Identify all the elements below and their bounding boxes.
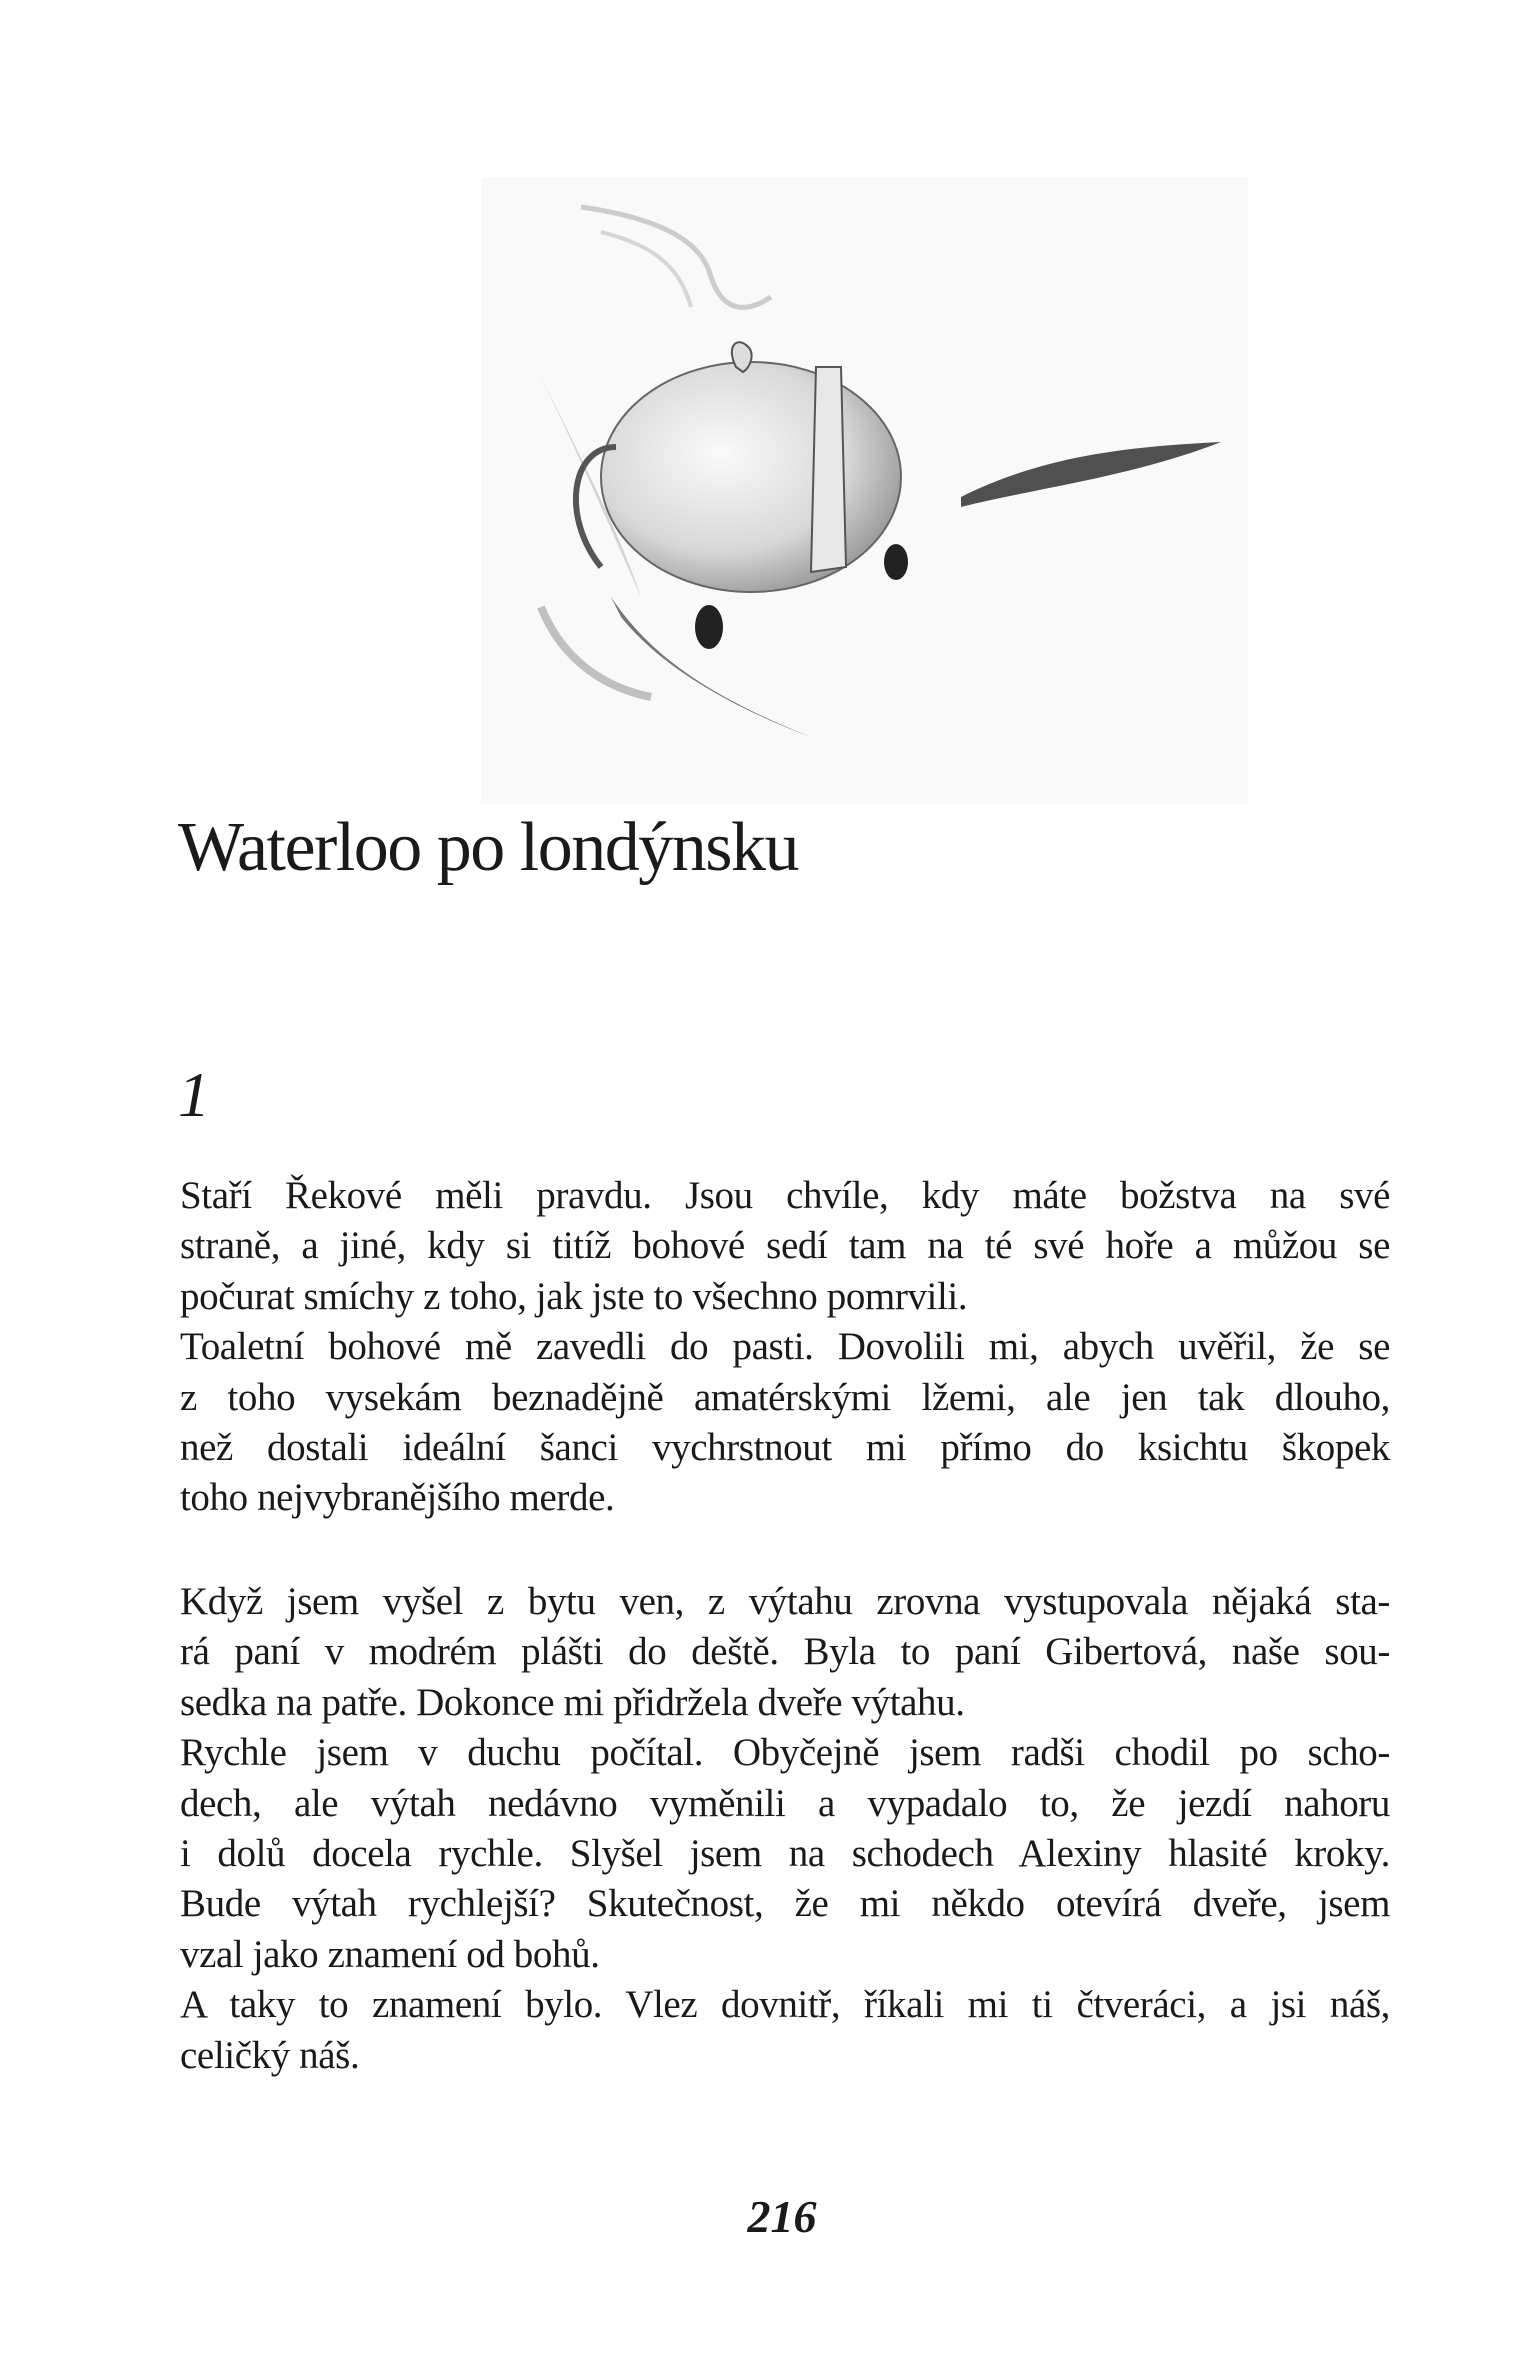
text-line: Rychle jsem v duchu počítal. Obyčejně jsem radši chodil po scho- <box>180 1731 1390 1775</box>
text-line: A taky to znamení bylo. Vlez dovnitř, říkali mi ti čtveráci, a jsi náš, <box>180 1983 1390 2027</box>
text-line: straně, a jiné, kdy si titíž bohové sedí tam na té své hoře a můžou se <box>180 1224 1390 1268</box>
teapot-illustration <box>481 177 1248 804</box>
text-line: sedka na patře. Dokonce mi přidržela dveře výtahu. <box>180 1680 965 1724</box>
text-line: rá paní v modrém plášti do deště. Byla to paní Gibertová, naše sou- <box>180 1630 1390 1674</box>
text-line: toho nejvybranějšího merde. <box>180 1476 615 1520</box>
text-line: počurat smíchy z toho, jak jste to všechno pomrvili. <box>180 1274 968 1318</box>
chapter-title: Waterloo po londýnsku <box>178 809 798 886</box>
text-line: dech, ale výtah nedávno vyměnili a vypadalo to, že jezdí nahoru <box>180 1781 1390 1825</box>
page-number: 216 <box>747 2191 817 2242</box>
teapot-on-wheels-drawing <box>481 177 1248 804</box>
paragraph-2 <box>180 1577 1390 2081</box>
text-line: Když jsem vyšel z bytu ven, z výtahu zrovna vystupovala nějaká sta- <box>180 1580 1390 1623</box>
text-line: vzal jako znamení od bohů. <box>180 1932 600 1976</box>
text-line: i dolů docela rychle. Slyšel jsem na schodech Alexiny hlasité kroky. <box>180 1832 1390 1876</box>
text-line: Bude výtah rychlejší? Skutečnost, že mi někdo otevírá dveře, jsem <box>180 1882 1390 1926</box>
section-number: 1 <box>178 1059 210 1130</box>
text-line: Toaletní bohové mě zavedli do pasti. Dovolili mi, abych uvěřil, že se <box>180 1325 1390 1369</box>
text-line: celičký náš. <box>180 2033 360 2077</box>
text-line: než dostali ideální šanci vychrstnout mi přímo do ksichtu škopek <box>180 1426 1390 1470</box>
text-line: Staří Řekové měli pravdu. Jsou chvíle, kdy máte božstva na své <box>180 1174 1390 1217</box>
text-line: z toho vysekám beznadějně amatérskými lžemi, ale jen tak dlouho, <box>180 1375 1390 1419</box>
paragraph-1 <box>180 1171 1390 1524</box>
